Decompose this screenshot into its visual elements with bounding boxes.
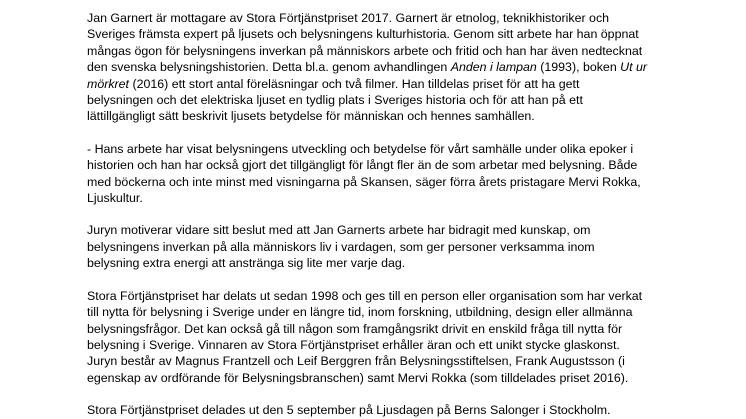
text-run: belysning i Sverige. Vinnaren av Stora Förtjänstpriset erhåller äran och ett unikt stycke glaskonst. (87, 337, 620, 352)
text-run: till nytta för belysning i Sverige under en längre tid, inom forskning, utbildning, design eller allmänna (87, 305, 633, 320)
text-run: historien och han har också gjort det tillgängligt för långt fler än de som arbetar med belysning. Både (87, 158, 638, 173)
text-run: - Hans arbete har visat belysningens utveckling och betydelse för vårt samhälle under olika epoker i (87, 141, 634, 156)
text-line (87, 43, 707, 59)
text-line (87, 76, 707, 92)
text-line (87, 288, 707, 304)
text-run: lättillgängligt sätt beskrivit ljusets betydelse för människan och hennes samhällen. (87, 109, 535, 124)
text-run: Stora Förtjänstpriset har delats ut sedan 1998 och ges till en person eller organisation som har verkat (87, 288, 643, 303)
text-line (87, 141, 707, 157)
text-run: Jan Garnert är mottagare av Stora Förtjänstpriset 2017. Garnert är etnolog, teknikhistoriker och (87, 11, 610, 25)
text-line (87, 370, 707, 386)
document-body (87, 10, 707, 419)
italic-title-text: Anden i lampan (450, 60, 537, 75)
text-line (87, 321, 707, 337)
text-run: Sveriges främsta expert på ljusets och belysningens kulturhistoria. Genom sitt arbete har han öppnat (87, 27, 639, 42)
text-line (87, 255, 707, 271)
paragraph-intro (87, 10, 707, 125)
text-line (87, 353, 707, 369)
text-run: (2016) ett stort antal föreläsningar och två filmer. Han tilldelas priset för att ha gett (129, 76, 580, 91)
text-line (87, 239, 707, 255)
text-line (87, 337, 707, 353)
text-run: med böckerna och inte minst med visningarna på Skansen, säger förra årets pristagare Mervi Rokka, (87, 174, 641, 189)
text-run: egenskap av ordförande för Belysningsbranschen) samt Mervi Rokka (som tilldelades priset 2016). (87, 370, 629, 385)
text-run: Juryn motiverar vidare sitt beslut med att Jan Garnerts arbete har bidragit med kunskap, om (87, 223, 591, 238)
text-run: belysningsfrågor. Det kan också gå till någon som framgångsrikt drivit en enskild fråga till nytta för (87, 321, 623, 336)
text-run: Juryn består av Magnus Frantzell och Leif Berggren från Belysningsstiftelsen, Frank Augustsson (i (87, 354, 625, 369)
paragraph-jury-motivation (87, 222, 707, 271)
paragraph-prize-background (87, 288, 707, 386)
text-run: mångas ögon för belysningens inverkan på människors arbete och fritid och han har även nedtecknat (87, 43, 643, 58)
text-line (87, 304, 707, 320)
text-line (87, 59, 707, 75)
text-line (87, 402, 707, 418)
paragraph-ceremony (87, 402, 707, 418)
italic-title-text: Ut ur (620, 60, 648, 75)
text-line (87, 10, 707, 26)
text-line (87, 174, 707, 190)
text-run: belysningen och det elektriska ljuset en tydlig plats i Sveriges historia och för att han på ett (87, 93, 583, 108)
text-run: belysningens inverkan på alla människors liv i vardagen, som ger personer verksamma inom (87, 239, 595, 254)
text-run: Stora Förtjänstpriset delades ut den 5 september på Ljusdagen på Berns Salonger i Stockholm. (87, 403, 611, 418)
text-run: (1993), boken (536, 60, 621, 75)
paragraph-quote (87, 141, 707, 207)
text-line (87, 222, 707, 238)
italic-title-text: mörkret (87, 76, 129, 91)
text-line (87, 92, 707, 108)
text-line (87, 157, 707, 173)
text-run: Ljuskultur. (87, 191, 143, 206)
text-line (87, 190, 707, 206)
text-run: den svenska belysningshistorien. Detta bl.a. genom avhandlingen (87, 60, 451, 75)
text-run: belysning extra energi att anstränga sig lite mer varje dag. (87, 256, 406, 271)
text-line (87, 108, 707, 124)
text-line (87, 26, 707, 42)
